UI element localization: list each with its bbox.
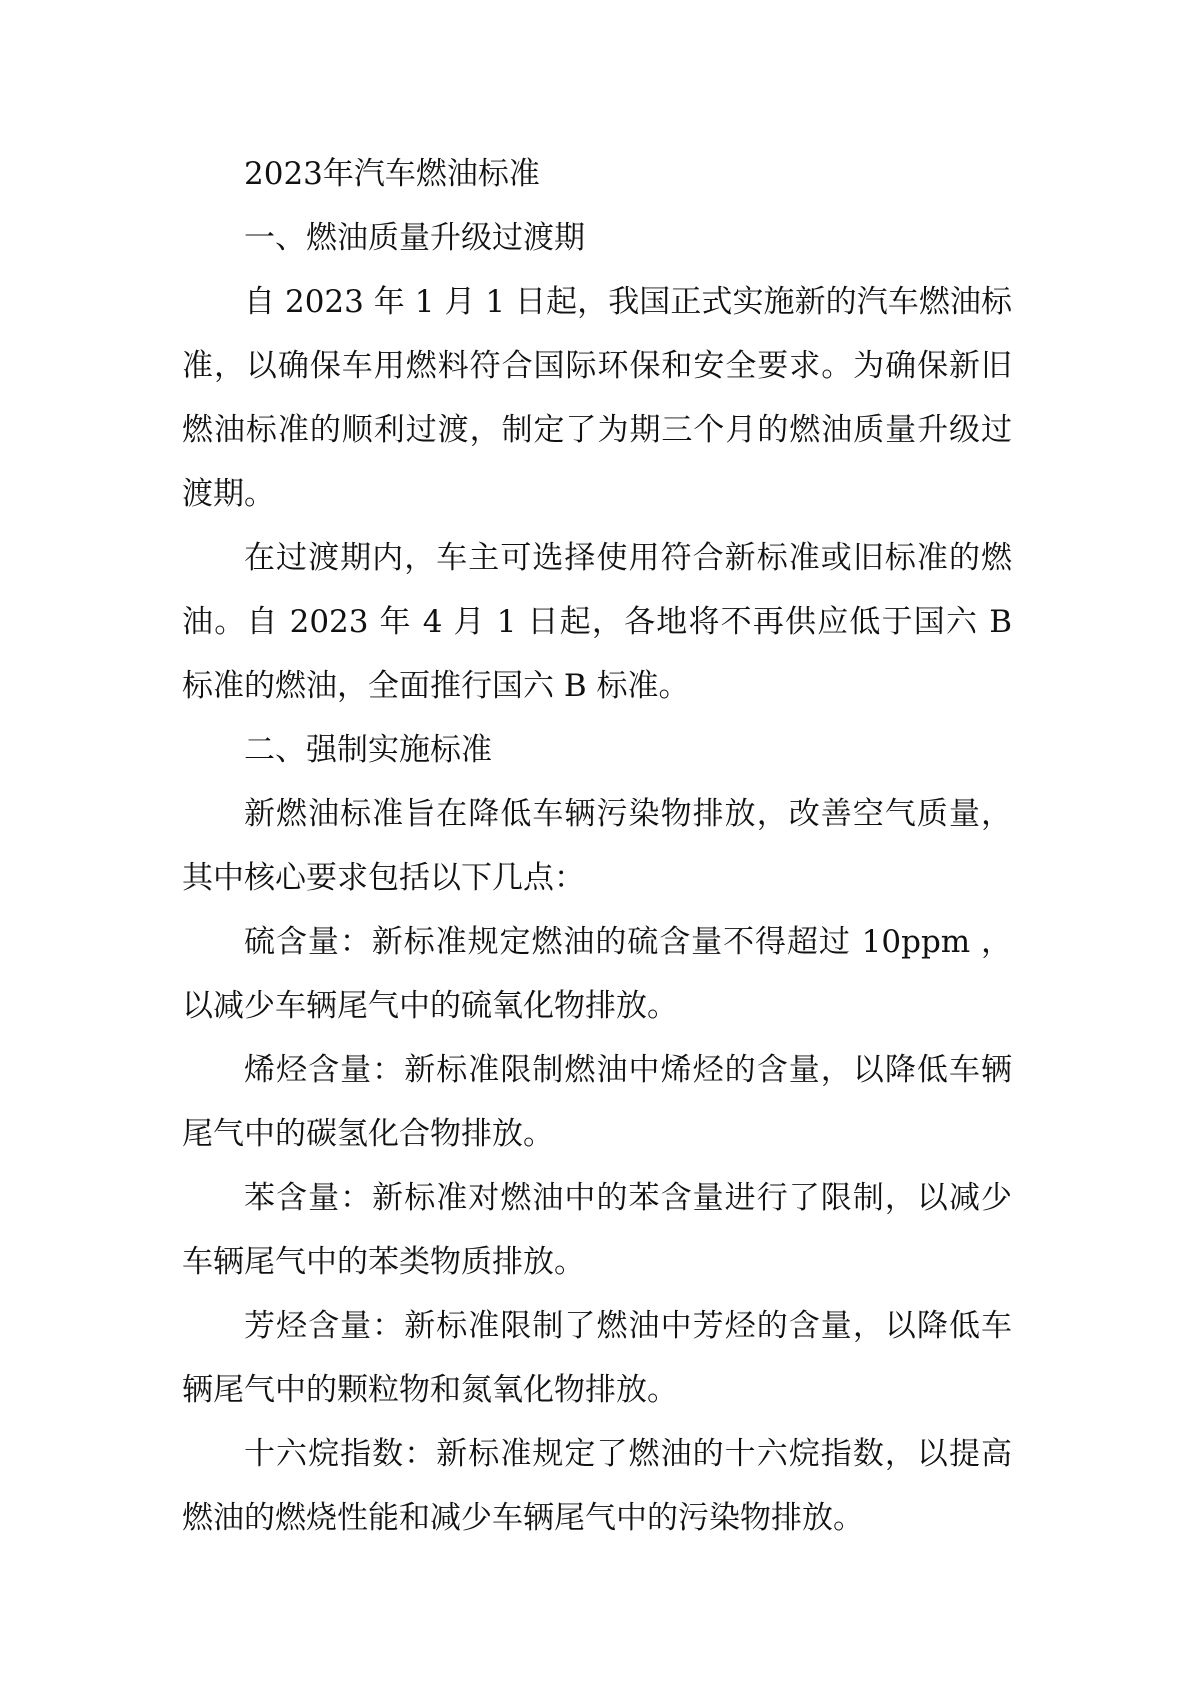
paragraph-core-requirements: 新燃油标准旨在降低车辆污染物排放，改善空气质量，其中核心要求包括以下几点： [182,796,1012,896]
paragraph-sulfur-content: 硫含量：新标准规定燃油的硫含量不得超过 10ppm ，以减少车辆尾气中的硫氧化物排放。 [182,924,1012,1024]
section-heading-mandatory: 二、强制实施标准 [244,732,492,768]
document-body [182,142,1012,1550]
paragraph-transition-period: 在过渡期内，车主可选择使用符合新标准或旧标准的燃油。自 2023 年 4 月 1 日起，各地将不再供应低于国六 B 标准的燃油，全面推行国六 B 标准。 [182,540,1012,704]
paragraph-aromatics-content: 芳烃含量：新标准限制了燃油中芳烃的含量，以降低车辆尾气中的颗粒物和氮氧化物排放。 [182,1308,1012,1408]
paragraph-implementation-date: 自 2023 年 1 月 1 日起，我国正式实施新的汽车燃油标准，以确保车用燃料符合国际环保和安全要求。为确保新旧燃油标准的顺利过渡，制定了为期三个月的燃油质量升级过渡期。 [182,284,1012,512]
paragraph-benzene-content: 苯含量：新标准对燃油中的苯含量进行了限制，以减少车辆尾气中的苯类物质排放。 [182,1180,1012,1280]
section-heading-transition: 一、燃油质量升级过渡期 [244,220,585,256]
paragraph-cetane-index: 十六烷指数：新标准规定了燃油的十六烷指数，以提高燃油的燃烧性能和减少车辆尾气中的污染物排放。 [182,1436,1012,1536]
document-title: 2023年汽车燃油标准 [244,156,540,192]
paragraph-olefin-content: 烯烃含量：新标准限制燃油中烯烃的含量，以降低车辆尾气中的碳氢化合物排放。 [182,1052,1012,1152]
